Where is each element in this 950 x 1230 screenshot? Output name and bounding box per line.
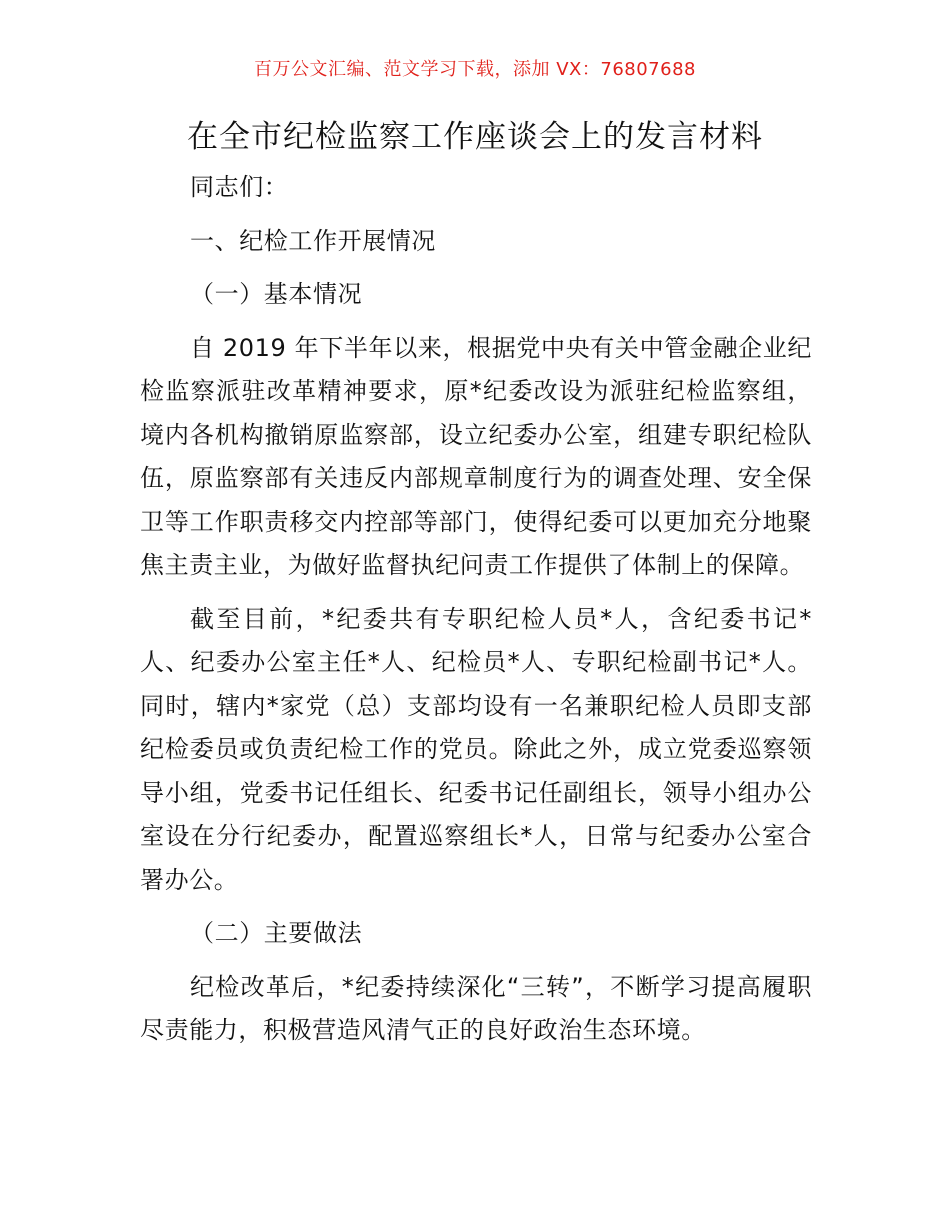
paragraph: 自 2019 年下半年以来，根据党中央有关中管金融企业纪检监察派驻改革精神要求，原*纪委改设为派驻纪检监察组，境内各机构撤销原监察部，设立纪委办公室，组建专职纪检队伍，原监察部有关违反内部规章制度行为的调查处理、安全保卫等工作职责移交内控部等部门，使得纪委可以更加充分地聚焦主责主业，为做好监督执纪问责工作提供了体制上的保障。 xyxy=(140,333,812,579)
document-title: 在全市纪检监察工作座谈会上的发言材料 xyxy=(187,119,763,155)
watermark-banner: 百万公文汇编、范文学习下载，添加 VX：76807688 xyxy=(254,59,696,80)
document-body xyxy=(140,166,812,1063)
paragraph: 纪检改革后，*纪委持续深化“三转”，不断学习提高履职尽责能力，积极营造风清气正的良好政治生态环境。 xyxy=(140,972,812,1044)
paragraph: 截至目前，*纪委共有专职纪检人员*人，含纪委书记*人、纪委办公室主任*人、纪检员*人、专职纪检副书记*人。同时，辖内*家党（总）支部均设有一名兼职纪检人员即支部纪检委员或负责纪检工作的党员。除此之外，成立党委巡察领导小组，党委书记任组长、纪委书记任副组长，领导小组办公室设在分行纪委办，配置巡察组长*人，日常与纪委办公室合署办公。 xyxy=(140,604,812,894)
section-heading: 一、纪检工作开展情况 xyxy=(190,226,436,255)
subsection-heading: （一）基本情况 xyxy=(190,280,363,308)
subsection-heading: （二）主要做法 xyxy=(190,919,363,947)
greeting: 同志们： xyxy=(190,173,289,201)
